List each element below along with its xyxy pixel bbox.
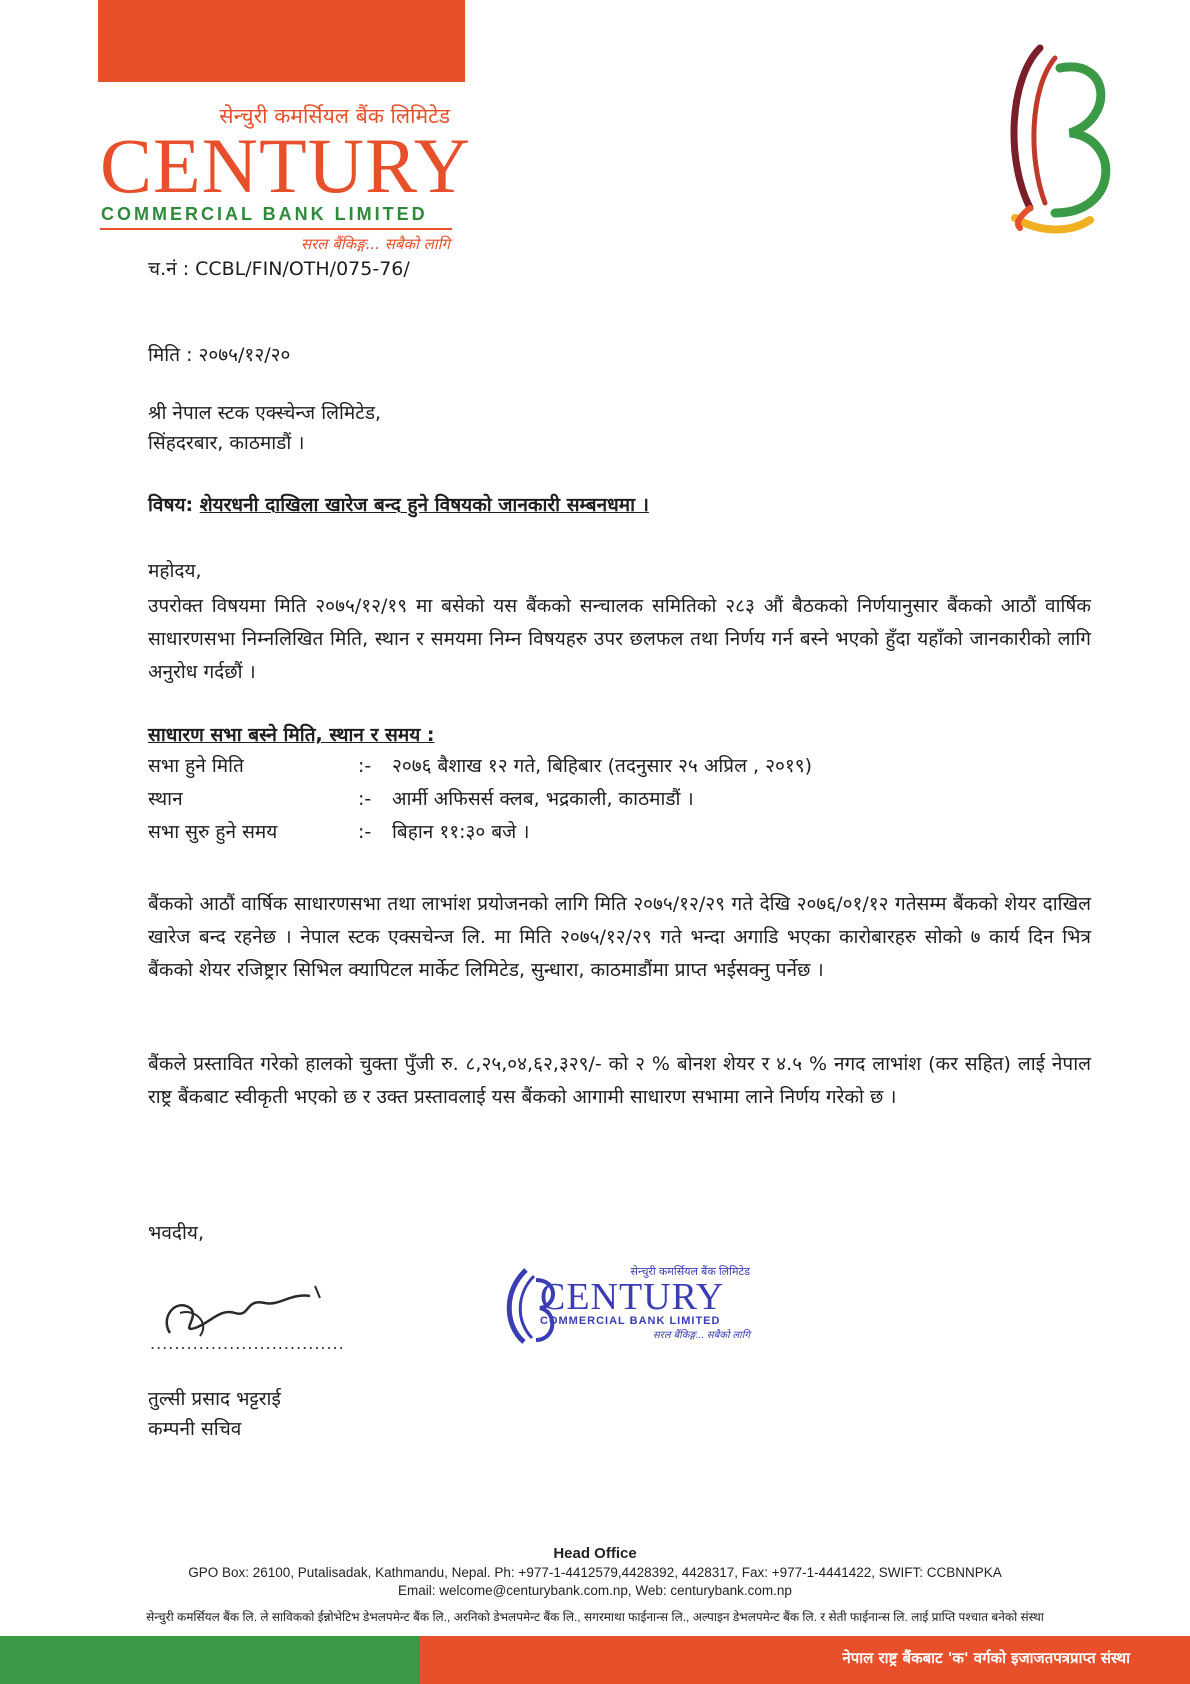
meeting-row bbox=[148, 816, 812, 849]
footer-merger-note: सेन्चुरी कमर्सियल बैंक लि. ले साविकको ईन्नोभेटिभ डेभलपमेन्ट बैंक लि., अरनिको डेभलपमेन्ट बैंक लि., सगरमाथा फाईनान्स लि., अल्पाइन डेभलपमेन्ट बैंक लि. र सेती फाईनान्स लि. लाई प्राप्ति पश्चात बनेको संस्था bbox=[146, 1610, 1044, 1624]
subject-text: शेयरधनी दाखिला खारेज बन्द हुने विषयको जानकारी सम्बनधमा । bbox=[199, 494, 649, 516]
meeting-label: सभा सुरु हुने समय bbox=[148, 821, 278, 843]
company-stamp bbox=[496, 1260, 754, 1350]
logo-subtitle: COMMERCIAL BANK LIMITED bbox=[101, 204, 428, 224]
subject-line bbox=[148, 490, 649, 520]
footer-green-bar bbox=[0, 1636, 420, 1684]
stamp-wordmark: CENTURY bbox=[540, 1276, 725, 1318]
signer-block bbox=[148, 1384, 281, 1444]
closing: भवदीय, bbox=[148, 1222, 204, 1244]
signer-name: तुल्सी प्रसाद भट्टराई bbox=[148, 1388, 281, 1410]
address-line: श्री नेपाल स्टक एक्स्चेन्ज लिमिटेड, bbox=[148, 402, 382, 424]
reference-number: च.नं : CCBL/FIN/OTH/075-76/ bbox=[148, 258, 410, 280]
paragraph-dividend: बैंकले प्रस्तावित गरेको हालको चुक्ता पुँजी रु. ८,२५,०४,६२,३२९/- को २ % बोनश शेयर र ४.५ % नगद लाभांश (कर सहित) लाई नेपाल राष्ट्र बैंकबाट स्वीकृती भएको छ र उक्त प्रस्तावलाई यस बैंकको आगामी साधारण सभामा लाने निर्णय गरेको छ । bbox=[148, 1053, 1091, 1108]
stamp-subtitle: COMMERCIAL BANK LIMITED bbox=[540, 1315, 721, 1327]
meeting-heading: साधारण सभा बस्ने मिति, स्थान र समय : bbox=[148, 724, 435, 746]
meeting-label: सभा हुने मिति bbox=[148, 755, 244, 777]
paragraph-book-closure: बैंकको आठौं वार्षिक साधारणसभा तथा लाभांश प्रयोजनको लागि मिति २०७५/१२/२९ गते देखि २०७६/०१/१२ गतेसम्म बैंकको शेयर दाखिल खारेज बन्द रहनेछ । नेपाल स्टक एक्सचेन्ज लि. मा मिति २०७५/१२/२९ गते भन्दा अगाडि भएका कारोबारहरु सोको ७ कार्य दिन भित्र बैंकको शेयर रजिष्ट्रार सिभिल क्यापिटल मार्केट लिमिटेड, सुन्धारा, काठमाडौंमा प्राप्त भईसक्नु पर्नेछ । bbox=[148, 893, 1091, 981]
logo-wordmark: CENTURY bbox=[100, 122, 472, 209]
bank-logo bbox=[100, 102, 472, 254]
stamp-nepali-name: सेन्चुरी कमर्सियल बैंक लिमिटेड bbox=[630, 1266, 750, 1278]
address-line: सिंहदरबार, काठमाडौं । bbox=[148, 432, 305, 454]
logo-nepali-name: सेन्चुरी कमर्सियल बैंक लिमिटेड bbox=[219, 104, 450, 128]
footer-license-text: नेपाल राष्ट्र बैंकबाट 'क' वर्गको इजाजतपत्रप्राप्त संस्था bbox=[842, 1649, 1130, 1667]
paragraph-intro: उपरोक्त विषयमा मिति २०७५/१२/१९ मा बसेको यस बैंकको सन्चालक समितिको २८३ औं बैठकको निर्णयानुसार बैंकको आठौं वार्षिक साधारणसभा निम्नलिखित मिति, स्थान र समयमा निम्न विषयहरु उपर छलफल तथा निर्णय गर्न बस्ने भएको हुँदा यहाँको जानकारीको लागि अनुरोध गर्दछौं । bbox=[148, 595, 1091, 683]
footer-contact: Email: welcome@centurybank.com.np, Web: centurybank.com.np bbox=[398, 1583, 792, 1598]
logo-tagline: सरल बैंकिङ्ग... सबैको लागि bbox=[300, 235, 450, 253]
letterhead-top-bar bbox=[98, 0, 465, 82]
stamp-tagline: सरल बैंकिङ्ग... सबैको लागि bbox=[653, 1330, 750, 1341]
signature-line: ................................ bbox=[150, 1334, 345, 1353]
meeting-row bbox=[148, 783, 812, 816]
subject-label: विषय: bbox=[148, 494, 194, 516]
salutation: महोदय, bbox=[148, 560, 202, 582]
meeting-value: २०७६ बैशाख १२ गते, बिहिबार (तदनुसार २५ अप्रिल , २०१९) bbox=[392, 755, 813, 777]
meeting-row bbox=[148, 750, 812, 783]
footer-address: GPO Box: 26100, Putalisadak, Kathmandu, Nepal. Ph: +977-1-4412579,4428392, 4428317, Fax: +977-1-4441422, SWIFT: CCBNNPKA bbox=[188, 1565, 1002, 1580]
signer-title: कम्पनी सचिव bbox=[148, 1418, 242, 1440]
meeting-separator: :- bbox=[358, 755, 372, 777]
stamp-text bbox=[540, 1264, 750, 1341]
bank-emblem-icon bbox=[1000, 38, 1120, 238]
logo-divider bbox=[100, 228, 452, 230]
meeting-label: स्थान bbox=[148, 788, 183, 810]
meeting-separator: :- bbox=[358, 788, 372, 810]
letter-date: मिति : २०७५/१२/२० bbox=[148, 344, 291, 366]
footer-heading: Head Office bbox=[553, 1545, 637, 1562]
recipient-address bbox=[148, 398, 381, 458]
meeting-separator: :- bbox=[358, 821, 372, 843]
meeting-details bbox=[148, 750, 812, 849]
meeting-value: आर्मी अफिसर्स क्लब, भद्रकाली, काठमाडौं । bbox=[392, 788, 694, 810]
meeting-value: बिहान ११:३० बजे । bbox=[392, 821, 530, 843]
